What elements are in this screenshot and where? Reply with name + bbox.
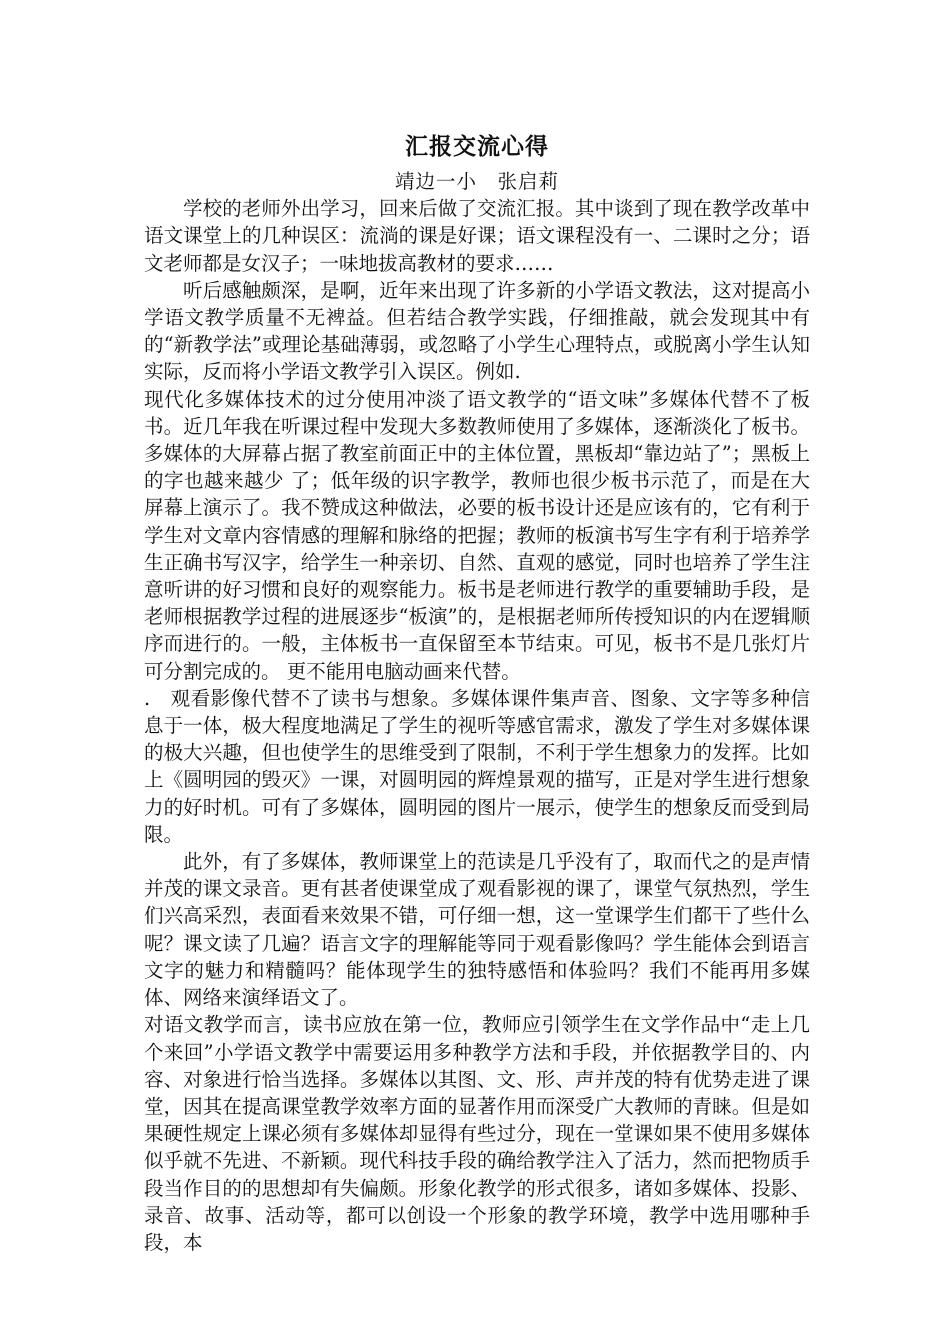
paragraph-2: 听后感触颇深，是啊，近年来出现了许多新的小学语文教法，这对提高小学语文教学质量不无裨益。但若结合教学实践，仔细推敲，就会发现其中有的“新教学法”或理论基础薄弱，或忽略了小学生心理特点，或脱离小学生认知实际，反而将小学语文教学引入误区。例如. xyxy=(144,278,810,384)
document-author: 靖边一小 张启莉 xyxy=(394,170,559,193)
paragraph-6: 对语文教学而言，读书应放在第一位，教师应引领学生在文学作品中“走上几个来回”小学语文教学中需要运用多种教学方法和手段，并依据教学目的、内容、对象进行恰当选择。多媒体以其图、文、形、声并茂的特有优势走进了课堂，因其在提高课堂教学效率方面的显著作用而深受广大教师的青睐。但是如果硬性规定上课必须有多媒体却显得有些过分，现在一堂课如果不使用多媒体似乎就不先进、不新颖。现代科技手段的确给教学注入了活力，然而把物质手段当作目的的思想却有失偏颇。形象化教学的形式很多，诸如多媒体、投影、录音、故事、活动等，都可以创设一个形象的教学环境，教学中选用哪种手段，本 xyxy=(144,1013,810,1254)
paragraph-5: 此外，有了多媒体，教师课堂上的范读是几乎没有了，取而代之的是声情并茂的课文录音。更有甚者使课堂成了观看影视的课了，课堂气氛热烈，学生们兴高采烈，表面看来效果不错，可仔细一想，这一堂课学生们都干了些什么呢？课文读了几遍？语言文字的理解能等同于观看影像吗？学生能体会到语言文字的魅力和精髓吗？能体现学生的独特感悟和体验吗？我们不能再用多媒体、网络来演绎语文了。 xyxy=(144,850,810,1010)
paragraph-3: 现代化多媒体技术的过分使用冲淡了语文教学的“语文味”多媒体代替不了板书。近几年我在听课过程中发现大多数教师使用了多媒体，逐渐淡化了板书。多媒体的大屏幕占据了教室前面正中的主体位置，黑板却“靠边站了”；黑板上的字也越来越少 了；低年级的识字教学，教师也很少板书示范了，而是在大屏幕上演示了。我不赞成这种做法，必要的板书设计还是应该有的，它有利于学生对文章内容情感的理解和脉络的把握；教师的板演书写生字有利于培养学生正确书写汉字，给学生一种亲切、自然、直观的感觉，同时也培养了学生注意听讲的好习惯和良好的观察能力。板书是老师进行教学的重要辅助手段，是老师根据教学过程的进展逐步“板演”的，是根据老师所传授知识的内在逻辑顺序而进行的。一般，主体板书一直保留至本节结束。可见，板书不是几张灯片可分割完成的。 更不能用电脑动画来代替。 xyxy=(144,387,810,683)
paragraph-1: 学校的老师外出学习，回来后做了交流汇报。其中谈到了现在教学改革中语文课堂上的几种误区：流淌的课是好课；语文课程没有一、二课时之分；语文老师都是女汉子；一味地拔高教材的要求…… xyxy=(144,197,810,275)
paragraph-4: . 观看影像代替不了读书与想象。多媒体课件集声音、图象、文字等多种信息于一体，极大程度地满足了学生的视听等感官需求，激发了学生对多媒体课的极大兴趣，但也使学生的思维受到了限制，不利于学生想象力的发挥。比如上《圆明园的毁灭》一课，对圆明园的辉煌景观的描写，正是对学生进行想象力的好时机。可有了多媒体，圆明园的图片一展示，使学生的想象反而受到局限。 xyxy=(144,686,810,846)
document-title: 汇报交流心得 xyxy=(405,133,549,160)
document-page xyxy=(144,132,810,1256)
